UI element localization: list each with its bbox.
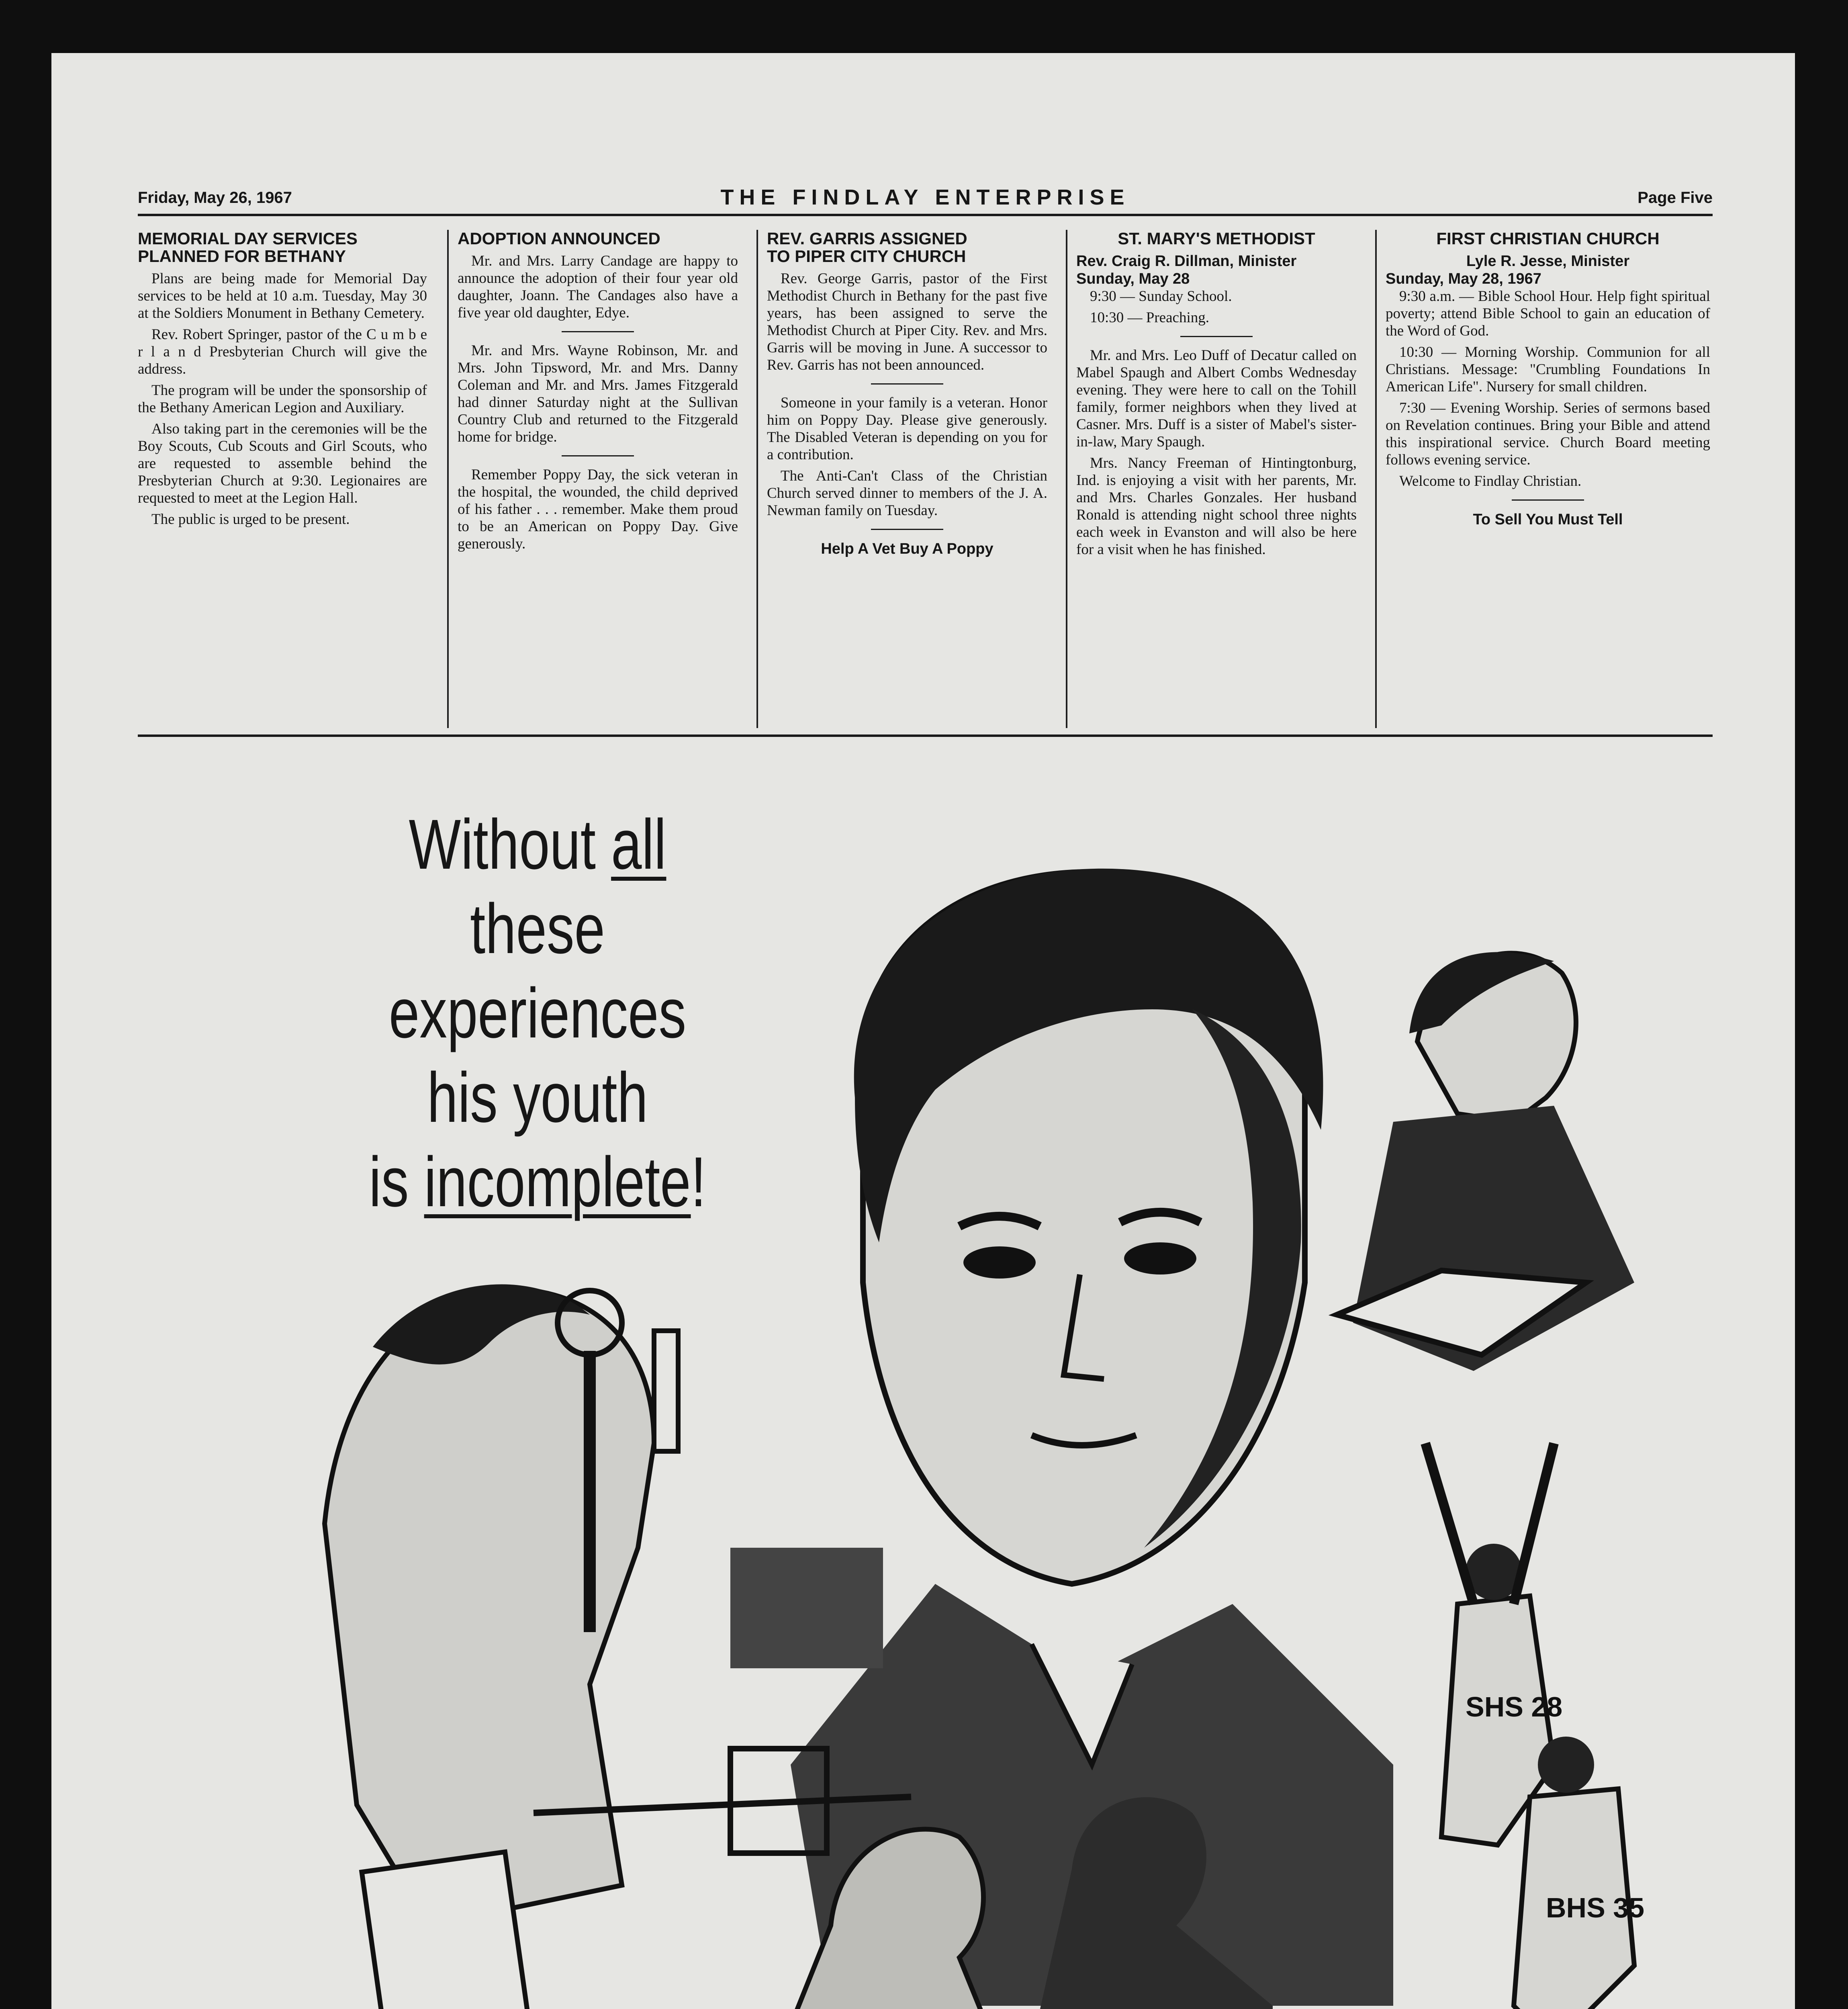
headline-emphasis: all	[611, 805, 666, 884]
service-date: Sunday, May 28	[1076, 270, 1190, 287]
headline-line: TO PIPER CITY CHURCH	[767, 247, 966, 266]
divider	[871, 529, 943, 530]
article-paragraph: Mrs. Nancy Freeman of Hintingtonburg, Ind. is enjoying a visit with her parents, Mr. and Mrs. Charles Gonzales. Her husband Ronald is attending night school three nights each week in Evanston and will also be here for a visit when he has finished.	[1076, 455, 1357, 558]
article-paragraph: The program will be under the sponsorship of the Bethany American Legion and Auxiliary.	[138, 382, 427, 416]
bottom-rule	[138, 734, 1713, 737]
article-paragraph: The Anti-Can't Class of the Christian Church served dinner to members of the J. A. Newman family on Tuesday.	[767, 468, 1047, 519]
news-columns	[138, 230, 1713, 728]
article-memorial-day	[138, 230, 431, 728]
article-paragraph: Mr. and Mrs. Leo Duff of Decatur called on Mabel Spaugh and Albert Combs Wednesday evening. They were here to call on the Tohill family, former neighbors when they lived at Casner. Mrs. Duff is a sister of Mabel's sister-in-law, Mary Spaugh.	[1076, 347, 1357, 450]
headline-text: is	[369, 1143, 424, 1221]
article-paragraph: Someone in your family is a veteran. Honor him on Poppy Day. Please give generously. The Disabled Veteran is depending on you for a contribution.	[767, 395, 1047, 463]
article-adoption	[447, 230, 742, 728]
top-rule	[138, 214, 1713, 216]
service-date: Sunday, May 28, 1967	[1386, 270, 1541, 287]
article-paragraph: Welcome to Findlay Christian.	[1399, 473, 1582, 489]
headline-line	[334, 1140, 741, 1224]
article-paragraph: 10:30 — Morning Worship. Communion for all Christians. Message: "Crumbling Foundations In American Life". Nursery for small children.	[1386, 344, 1710, 395]
headline-line: his youth	[427, 1058, 648, 1137]
divider	[562, 331, 634, 332]
article-first-christian	[1375, 230, 1714, 728]
article-paragraph: Rev. Robert Springer, pastor of the C u m b e r l a n d Presbyterian Church will give the address.	[138, 326, 427, 377]
headline-line: these experiences	[388, 890, 687, 1053]
article-headline: ST. MARY'S METHODIST	[1118, 229, 1315, 248]
newspaper-page	[51, 53, 1795, 2009]
article-paragraph: Also taking part in the ceremonies will be the Boy Scouts, Cub Scouts and Girl Scouts, who are requested to assemble behind the Presbyterian Church at 9:30. Legionaires are requested to meet at the Legion Hall.	[138, 421, 427, 506]
jersey-label: SHS 28	[1466, 1691, 1563, 1723]
article-headline	[767, 230, 1047, 265]
article-paragraph: Rev. George Garris, pastor of the First Methodist Church in Bethany for the past five years, has been assigned to serve the Methodist Church at Piper City. Rev. and Mrs. Garris will be moving in June. A successor to Rev. Garris has not been announced.	[767, 270, 1047, 373]
basketball-players	[1425, 1443, 1644, 2009]
ad-headline	[334, 802, 741, 1224]
article-headline	[138, 230, 427, 265]
article-headline: ADOPTION ANNOUNCED	[458, 229, 660, 248]
article-paragraph: Remember Poppy Day, the sick veteran in the hospital, the wounded, the child deprived of his father . . . remember. Make them proud to be an American on Poppy Day. Give generously.	[458, 466, 738, 552]
divider	[1180, 336, 1253, 337]
article-headline: FIRST CHRISTIAN CHURCH	[1436, 229, 1660, 248]
headline-text: Without	[409, 805, 611, 884]
minister-line: Lyle R. Jesse, Minister	[1466, 253, 1630, 270]
headline-emphasis: incomplete	[424, 1143, 691, 1221]
masthead	[138, 185, 1713, 211]
service-item: 9:30 — Sunday School.	[1090, 288, 1232, 305]
headline-text: !	[691, 1143, 706, 1221]
reading-book	[1337, 952, 1634, 1371]
divider	[562, 455, 634, 456]
jersey-label: BHS 35	[1546, 1892, 1645, 1923]
article-paragraph: Mr. and Mrs. Larry Candage are happy to announce the adoption of their four year old daughter, Joann. The Candages also have a five year old daughter, Edye.	[458, 253, 738, 321]
divider	[871, 383, 943, 385]
headline-line: MEMORIAL DAY SERVICES	[138, 229, 358, 248]
headline-line: REV. GARRIS ASSIGNED	[767, 229, 967, 248]
poppy-tagline: Help A Vet Buy A Poppy	[821, 540, 994, 557]
page-number: Page Five	[1637, 189, 1713, 207]
service-item: 10:30 — Preaching.	[1090, 309, 1209, 326]
article-garris	[756, 230, 1051, 728]
sell-tagline: To Sell You Must Tell	[1473, 511, 1623, 528]
headline-line: PLANNED FOR BETHANY	[138, 247, 346, 266]
article-paragraph: Plans are being made for Memorial Day services to be held at 10 a.m. Tuesday, May 30 at the Soldiers Monument in Bethany Cemetery.	[138, 270, 427, 321]
issue-date: Friday, May 26, 1967	[138, 189, 292, 207]
article-paragraph: The public is urged to be present.	[151, 511, 350, 528]
minister-line: Rev. Craig R. Dillman, Minister	[1076, 253, 1297, 270]
article-paragraph: 9:30 a.m. — Bible School Hour. Help fight spiritual poverty; attend Bible School to gain an education of the Word of God.	[1386, 288, 1710, 339]
article-paragraph: Mr. and Mrs. Wayne Robinson, Mr. and Mrs. John Tipsword, Mr. and Mrs. Danny Coleman and Mr. and Mrs. James Fitzgerald had dinner Saturday night at the Sullivan Country Club and returned to the Fitzgerald home for bridge.	[458, 342, 738, 445]
article-paragraph: 7:30 — Evening Worship. Series of sermons based on Revelation continues. Bring your Bible and attend this inspirational service. Church Board meeting follows evening service.	[1386, 400, 1710, 468]
article-st-marys	[1066, 230, 1361, 728]
divider	[1512, 499, 1584, 501]
headline-line	[334, 802, 741, 887]
paper-title: THE FINDLAY ENTERPRISE	[720, 185, 1130, 209]
